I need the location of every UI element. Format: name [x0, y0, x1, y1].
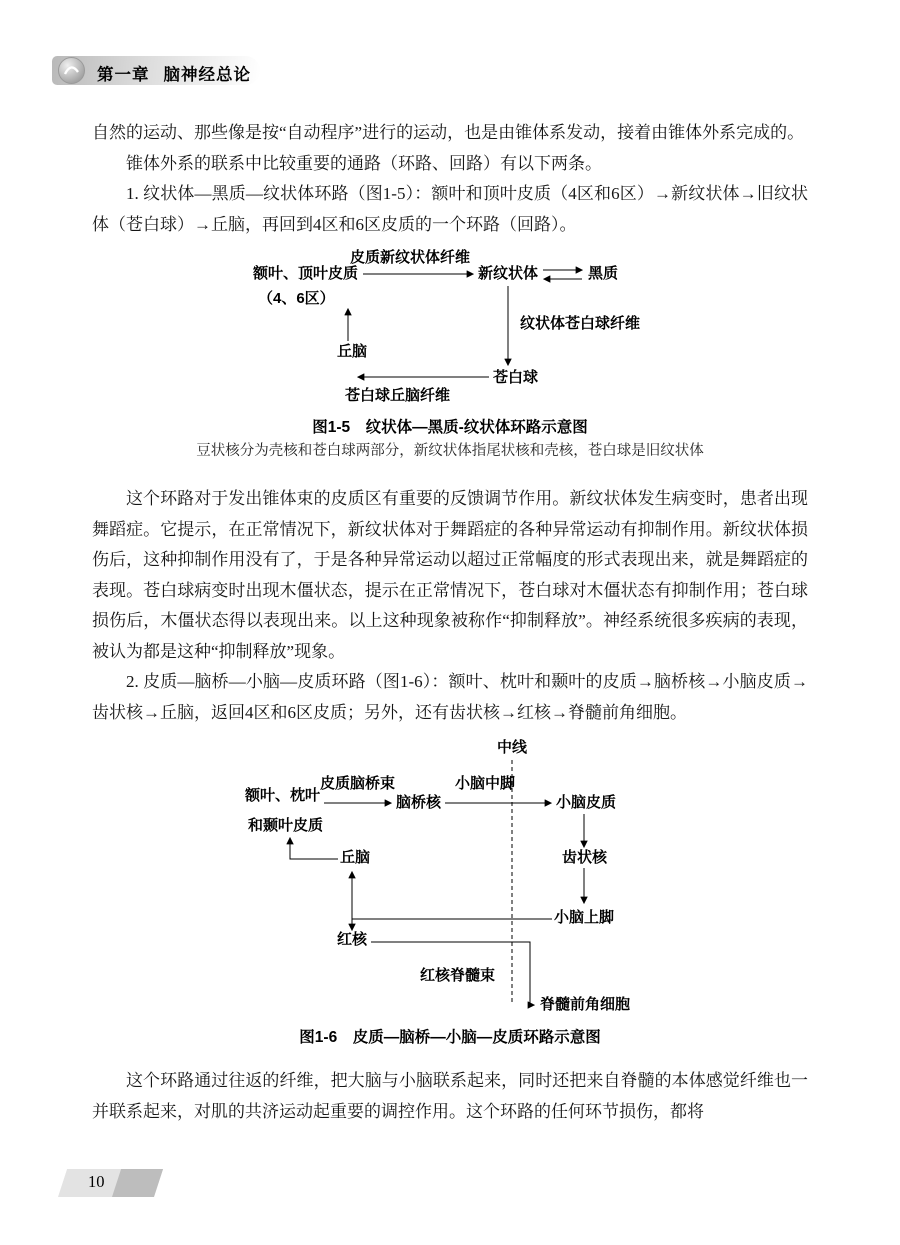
paragraph-circuit-2: 2. 皮质—脑桥—小脑—皮质环路（图1-6）：额叶、枕叶和颞叶的皮质→脑桥核→小脑皮质→齿状核→丘脑，返回4区和6区皮质；另外，还有齿状核→红核→脊髓前角细胞。: [92, 672, 808, 722]
paragraph-closing: 这个环路通过往返的纤维，把大脑与小脑联系起来，同时还把来自脊髓的本体感觉纤维也一并联系起来，对肌的共济运动起重要的调控作用。这个环路的任何环节损伤，都将: [92, 1071, 808, 1121]
fig2-node-cortex-line2: 和颞叶皮质: [248, 817, 324, 834]
page-number: 10: [88, 1172, 105, 1191]
fig2-edge-label-corticopontine: 皮质脑桥束: [320, 775, 396, 792]
fig1-node-cortex: 额叶、顶叶皮质: [253, 265, 359, 282]
figure-1-6: [92, 738, 808, 1050]
figure-1-5-diagram: [92, 250, 808, 410]
figure-1-5-caption: 图1-5 纹状体—黑质-纹状体环路示意图: [312, 419, 588, 436]
arrow-thalamus-to-cortex: [290, 838, 338, 859]
fig2-node-cortex-line1: 额叶、枕叶: [245, 787, 321, 804]
fig2-node-pontine-nuclei: 脑桥核: [396, 794, 442, 811]
fig1-edge-label-cortico-neostriatal: 皮质新纹状体纤维: [350, 249, 471, 266]
paragraph-circuit-1: 1. 纹状体—黑质—纹状体环路（图1-5）：额叶和顶叶皮质（4区和6区）→新纹状体→旧纹状体（苍白球）→丘脑，再回到4区和6区皮质的一个环路（回路）。: [92, 184, 808, 234]
footer-band-dark-decoration: [112, 1169, 163, 1197]
figure-1-5-note: 豆状核分为壳核和苍白球两部分，新纹状体指尾状核和壳核，苍白球是旧纹状体: [196, 443, 704, 459]
figure-1-6-caption: 图1-6 皮质—脑桥—小脑—皮质环路示意图: [299, 1029, 601, 1046]
fig1-node-neostriatum: 新纹状体: [478, 265, 539, 282]
fig1-node-globus-pallidus: 苍白球: [493, 369, 539, 386]
fig1-edge-label-striato-pallidal: 纹状体苍白球纤维: [520, 315, 641, 332]
fig1-node-area-4-6: （4、6区）: [258, 290, 335, 307]
fig2-node-thalamus: 丘脑: [340, 849, 371, 866]
chapter-number: 第一章: [97, 66, 150, 84]
figure-1-5: [92, 250, 808, 462]
paragraph-continuation: 自然的运动、那些像是按“自动程序”进行的运动，也是由锥体系发动，接着由锥体外系完成的。: [92, 123, 805, 142]
fig2-edge-label-rubrospinal: 红核脊髓束: [420, 967, 496, 984]
fig2-edge-label-middle-peduncle: 小脑中脚: [455, 775, 516, 792]
fig2-node-dentate-nucleus: 齿状核: [562, 849, 608, 866]
fig2-node-midline: 中线: [497, 739, 528, 756]
fig2-node-cerebellar-cortex: 小脑皮质: [556, 794, 617, 811]
chapter-header: [97, 61, 251, 85]
chapter-title: 脑神经总论: [163, 66, 251, 84]
figure-1-5-arrows: [92, 250, 808, 410]
fig2-node-superior-peduncle: 小脑上脚: [554, 909, 615, 926]
fig1-node-substantia-nigra: 黑质: [588, 265, 619, 282]
fig1-node-thalamus: 丘脑: [337, 343, 368, 360]
publisher-logo-icon: [58, 57, 85, 84]
fig2-node-red-nucleus: 红核: [337, 931, 368, 948]
fig1-edge-label-pallido-thalamic: 苍白球丘脑纤维: [345, 387, 451, 404]
paragraph-lead: 锥体外系的联系中比较重要的通路（环路、回路）有以下两条。: [126, 153, 602, 173]
figure-1-6-diagram: [92, 738, 808, 1018]
paragraph-feedback: 这个环路对于发出锥体束的皮质区有重要的反馈调节作用。新纹状体发生病变时，患者出现舞蹈症。它提示，在正常情况下，新纹状体对于舞蹈症的各种异常运动有抑制作用。新纹状体损伤后，这种抑制作用没有了，于是各种异常运动以超过正常幅度的形式表现出来，就是舞蹈症的表现。苍白球病变时出现木僵状态，提示在正常情况下，苍白球对木僵状态有抑制作用；苍白球损伤后，木僵状态得以表现出来。以上这种现象被称作“抑制释放”。神经系统很多疾病的表现，被认为都是这种“抑制释放”现象。: [92, 489, 808, 661]
logo-swirl-icon: [59, 58, 84, 83]
page-content: [92, 118, 808, 1127]
fig2-node-anterior-horn: 脊髓前角细胞: [540, 996, 631, 1013]
